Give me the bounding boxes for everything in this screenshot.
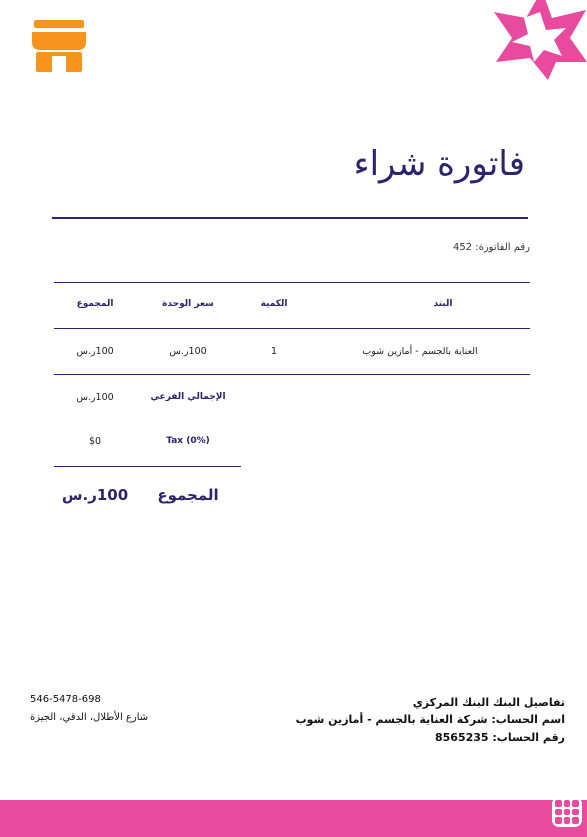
bank-account-number: رقم الحساب: 8565235 xyxy=(434,731,565,744)
column-header-total: المجموع xyxy=(76,299,114,309)
pattern-icon xyxy=(552,797,582,827)
total-label: المجموع xyxy=(157,486,219,504)
tax-value: $0 xyxy=(88,436,102,447)
shop-icon xyxy=(30,20,88,75)
subtotal-value: 100ر.س xyxy=(76,392,114,403)
total-value: 100ر.س xyxy=(61,486,129,504)
summary-divider xyxy=(54,466,241,467)
table-bottom-divider xyxy=(54,374,530,375)
row-qty: 1 xyxy=(270,346,278,357)
table-top-divider xyxy=(54,282,530,283)
row-total: 100ر.س xyxy=(76,346,114,357)
footer-bar xyxy=(0,800,587,837)
column-header-unit-price: سعر الوحدة xyxy=(162,299,214,309)
invoice-number: رقم الفاتورة: 452 xyxy=(452,242,530,253)
column-header-qty: الكمية xyxy=(260,299,288,309)
contact-address: شارع الأطلال، الدقي، الجيزة xyxy=(30,712,149,723)
row-item: العناية بالجسم - أمازين شوب xyxy=(362,346,478,357)
tax-label: Tax (0%) xyxy=(166,436,210,446)
title-divider xyxy=(52,217,528,219)
star-decoration xyxy=(490,0,587,80)
column-header-item: البند xyxy=(433,299,453,309)
table-header-divider xyxy=(54,328,530,329)
bank-details-heading: تفاصيل البنك البنك المركزي xyxy=(412,696,565,709)
page-title: فاتورة شراء xyxy=(353,144,525,184)
row-unit-price: 100ر.س xyxy=(169,346,207,357)
contact-phone: 546-5478-698 xyxy=(30,694,101,705)
subtotal-label: الإجمالي الفرعي xyxy=(150,392,226,402)
bank-account-name: اسم الحساب: شركة العناية بالجسم - أمازين شوب xyxy=(295,713,565,726)
